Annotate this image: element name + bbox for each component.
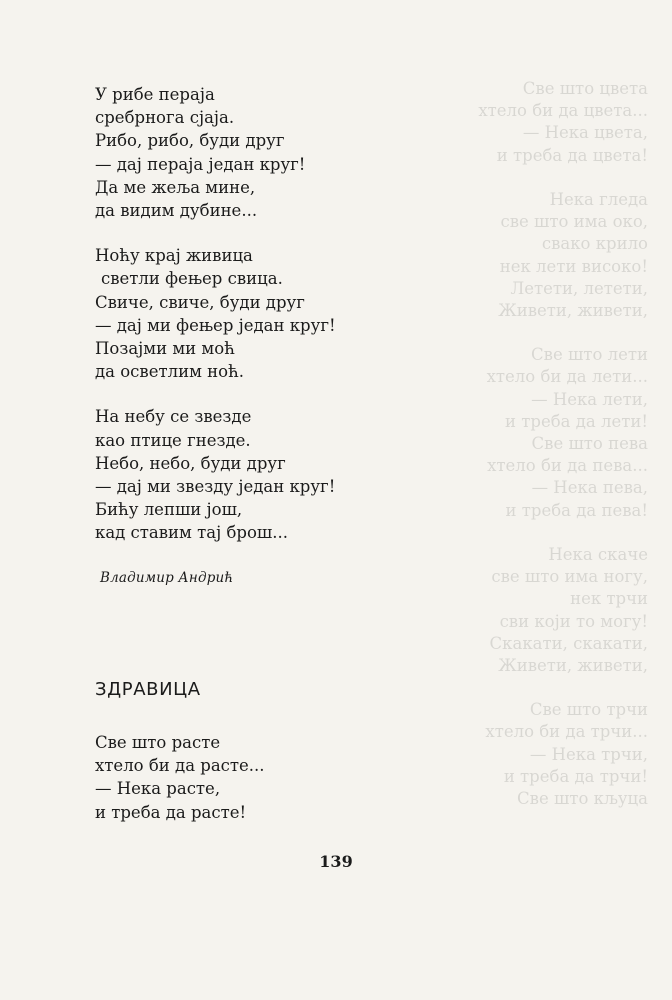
verse-line: кад ставим тај брош... [95, 523, 288, 543]
verse-line: Позајми ми моћ [95, 339, 235, 359]
verse-line: да осветлим ноћ. [95, 362, 244, 382]
verse-line: Бићу лепши још, [95, 500, 243, 520]
poem-1-stanza-2 [95, 244, 425, 383]
verse-line: сребрнога сјаја. [95, 108, 235, 128]
verse-line: и треба да расте! [95, 802, 247, 822]
verse-line: Небо, небо, буди друг [95, 453, 286, 473]
verse-line: Свиче, свиче, буди друг [95, 292, 305, 312]
verse-line: Ноћу крај живица [95, 246, 253, 266]
verse-line: — дај ми звезду један круг! [95, 477, 336, 497]
verse-line: као птице гнезде. [95, 430, 251, 450]
poem-1-stanza-1 [95, 83, 425, 222]
verse-line: светли фењер свица. [101, 269, 283, 289]
poem-1-stanza-3 [95, 405, 425, 544]
poem-title: ЗДРАВИЦА [95, 678, 201, 700]
poem-1 [95, 83, 425, 590]
verse-line: У рибе пераја [95, 85, 215, 104]
verse-line: — Нека расте, [95, 779, 221, 799]
verse-line: — дај пераја један круг! [95, 154, 306, 174]
page-number: 139 [319, 852, 353, 871]
verse-line: Рибо, рибо, буди друг [95, 131, 285, 151]
poem-2 [95, 678, 425, 824]
verse-line: Да ме жеља мине, [95, 177, 256, 197]
poem-text-column [95, 83, 425, 846]
poem-2-stanza-1 [95, 731, 425, 824]
bleed-through-text: Све што цвета хтело би да цвета... — Нека цвета, и треба да цвета! Нека гледа све што има око, свако крило нек лети високо! Летети, летети, Живети, живети, Све што лети хтело би да лети... — Нека лети, и треба да лети! Све што пева хтело би да пева... — Нека пева, и треба да пева! Нека скаче све што има ногу, нек трчи сви који то могу! Скакати, скакати, Живети, живети, Све што трчи хтело би да трчи... — Нека трчи, и треба да трчи! Све што кљуца [478, 79, 648, 808]
verse-line: да видим дубине... [95, 201, 258, 221]
poem-author: Владимир Андрић [100, 569, 234, 586]
verse-line: Све што расте [95, 733, 221, 753]
verse-line: — дај ми фењер један круг! [95, 315, 336, 335]
verse-line: хтело би да расте... [95, 756, 265, 776]
verse-line: На небу се звезде [95, 407, 252, 427]
